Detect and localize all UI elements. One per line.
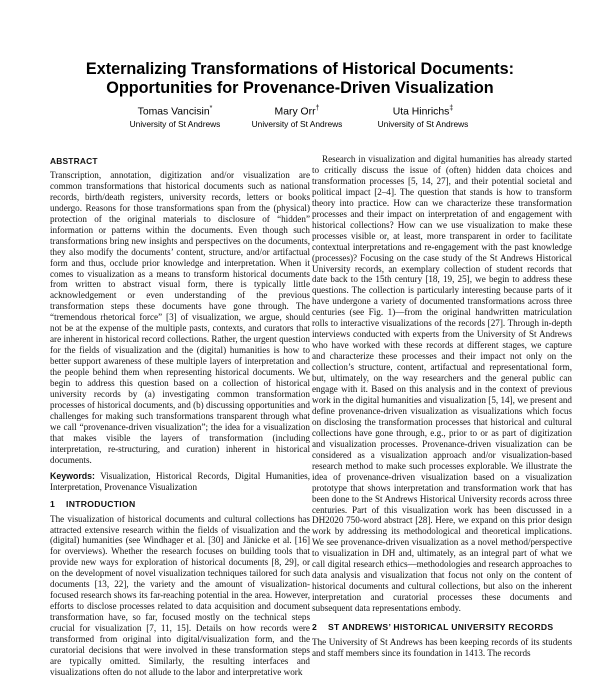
section-number: 1 <box>50 498 56 509</box>
paper-title: Externalizing Transformations of Historical Documents: Opportunities for Provenance-Driven Visualization <box>85 60 515 97</box>
abstract-heading: ABSTRACT <box>50 156 98 166</box>
section-heading-introduction <box>50 499 310 510</box>
author-name: Mary Orr <box>274 106 316 118</box>
author-affiliation: University of St Andrews <box>251 119 343 130</box>
section-heading-records <box>312 622 572 633</box>
author-3 <box>338 102 508 130</box>
records-paragraph: The University of St Andrews has been keeping records of its students and staff members since its foundation in 1413. The records <box>312 636 572 658</box>
author-footnote-mark: † <box>315 105 320 112</box>
section-title: INTRODUCTION <box>66 498 136 509</box>
author-name: Tomas Vancisin <box>137 106 210 118</box>
author-name: Uta Hinrichs <box>392 106 450 118</box>
introduction-paragraph-continued: Research in visualization and digital humanities has already started to critically discuss the issue of (often) hidden data choices and transformation processes [5, 14, 27], and their potential societal and political impact [2–4]. The question that stands is how to transform theory into practice. How can we characterize these transformation processes and their impact on interpretation of and engagement with historical collections? How can we use visualization to make these processes visible or, at least, more transparent in order to facilitate contextual interpretations and re-engagement with the past knowledge (processes)? Focusing on the case study of the St Andrews Historical University records, an exemplary collection of student records that date back to the 15th century [18, 19, 25], we begin to address these questions. The collection is particularly interesting because parts of it have undergone a variety of documented transformations across three centuries (see Fig. 1)—from the original handwritten matriculation rolls to interactive visualizations of the records [27]. Through in-depth interviews conducted with experts from the University of St Andrews who have worked with these records at different stages, we capture and characterize these processes and their impact not only on the collection’s structure, content, artifactual and representational form, but, ultimately, on the way researchers and the general public can engage with it. Based on this analysis and in the context of previous work in the digital humanities and visualization [5, 14], we present and define provenance-driven visualization as visualizations which focus on disclosing the transformation processes that historical and cultural collections have gone through, e.g., prior to or as part of digitization and visualization processes. Provenance-driven visualization can be considered as a visualization approach and/or visualization-based research method to make such processes explorable. We illustrate the idea of provenance-driven visualization based on a visualization prototype that shows interpretation and transformation work that has been done to the St Andrews Historical University records across three centuries. Part of this visualization work has been discussed in a DH2020 750-word abstract [28]. Here, we expand on this prior design work by addressing its methodological and theoretical implications. We see provenance-driven visualization as a novel method/perspective to visualization in DH and, ultimately, as an integral part of what we call digital research ethics—methodologies and research approaches to data analysis and visualization that focus not only on the content of historical documents and cultural collections, but also on the inherent interpretation and curatorial processes these documents and subsequent data representations embody. <box>312 154 572 614</box>
keywords-text: Visualization, Historical Records, Digital Humanities, Interpretation, Provenance Visualization <box>50 470 311 492</box>
left-column <box>50 154 310 678</box>
author-footnote-mark: ‡ <box>449 105 454 112</box>
section-number: 2 <box>312 622 318 633</box>
keywords-label: Keywords: <box>50 470 95 481</box>
section-title: ST ANDREWS’ HISTORICAL UNIVERSITY RECORDS <box>328 622 554 633</box>
abstract-text: Transcription, annotation, digitization and/or visualization are common transformations that historical documents such as national records, birth/death registers, university records, letters or books undergo. Reasons for those transformations span from the (physical) protection of the original materials to disclosure of “hidden” information or patterns within the documents. Even though such transformations bring new insights and perspectives on the documents, they also modify the documents’ content, structure, and/or artifactual form and thus, occlude prior knowledge and interpretation. When it comes to visualization as a means to transform historical documents from written to abstract visual form, there is typically little acknowledgement or even understanding of the previous transformation steps these documents have gone through. The “tremendous rhetorical force” [3] of visualization, we argue, should not be at the expense of the multiple pasts, contexts, and curators that are inherent in historical record collections. Rather, the urgent question for the fields of visualization and the (digital) humanities is how to better support awareness of these multiple layers of interpretation and the people behind them when representing historical documents. We begin to address this question based on a collection of historical university records by (a) investigating common transformation processes of historical documents, and (b) discussing opportunities and challenges for making such transformations transparent through what we call “provenance-driven visualization”; the idea for a visualization that makes visible the layers of transformation (including interpretation, re-structuring, and curation) inherent in historical documents. <box>50 169 310 465</box>
author-affiliation: University of St Andrews <box>377 119 469 130</box>
author-affiliation: University of St Andrews <box>129 119 221 130</box>
right-column <box>312 154 572 659</box>
author-footnote-mark: * <box>209 105 213 112</box>
introduction-paragraph: The visualization of historical documents and cultural collections has attracted extensive research within the fields of visualization and the (digital) humanities (see Windhager et al. [30] and Jänicke et al. [16] for overviews). Whether the research focuses on building tools that provide new ways for exploration of historical documents [8, 29], or on the development of novel visualization techniques tailored for such documents [13, 22], the variety and the amount of visualization-focused research shows its far-reaching potential in the area. However, efforts to disclose processes related to data acquisition and document transformation have, so far, focused mostly on the technical steps crucial for visualization [7, 11, 15]. Details on how records were transformed from original into digital/visualization form, and the curatorial decisions that were involved in these transformation steps are typically omitted. Similarly, the resulting interfaces and visualizations often do not allude to the labor and interpretative work <box>50 513 310 677</box>
keywords <box>50 471 310 493</box>
